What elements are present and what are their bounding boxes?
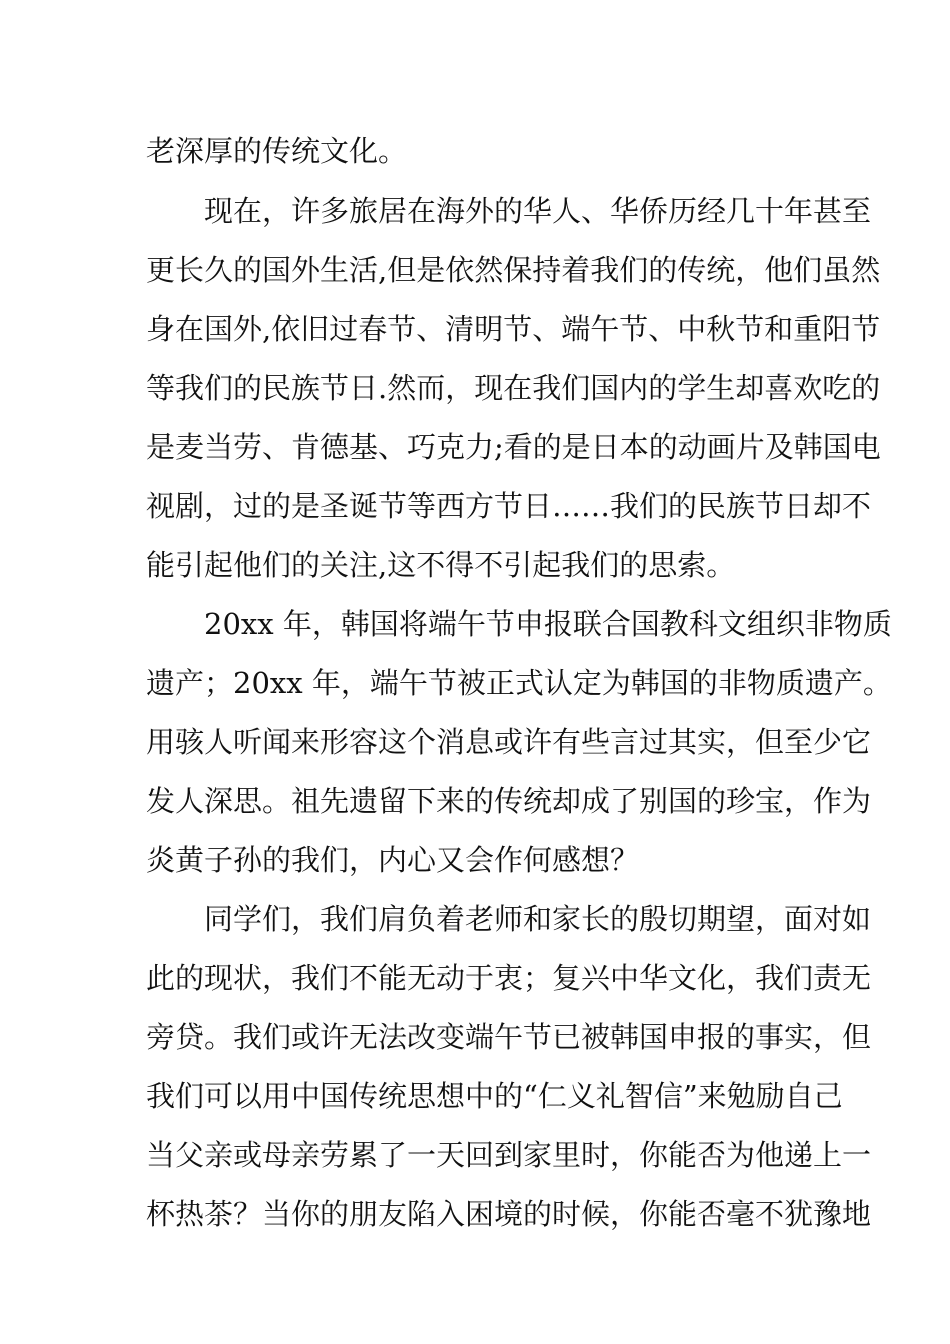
- text-line-12: 发人深思。祖先遗留下来的传统却成了别国的珍宝，作为: [146, 784, 872, 818]
- text-line-1: 老深厚的传统文化。: [146, 134, 408, 168]
- text-line-17: 我们可以用中国传统思想中的“仁义礼智信”来勉励自己: [146, 1079, 843, 1113]
- text-line-14: 同学们，我们肩负着老师和家长的殷切期望，面对如: [204, 902, 872, 936]
- text-line-11: 用骇人听闻来形容这个消息或许有些言过其实，但至少它: [146, 725, 872, 759]
- text-line-6: 是麦当劳、肯德基、巧克力;看的是日本的动画片及韩国电: [146, 430, 881, 464]
- text-line-7: 视剧，过的是圣诞节等西方节日……我们的民族节日却不: [146, 489, 872, 523]
- text-line-19: 杯热茶？当你的朋友陷入困境的时候，你能否毫不犹豫地: [146, 1197, 872, 1231]
- text-line-15: 此的现状，我们不能无动于衷；复兴中华文化，我们责无: [146, 961, 872, 995]
- text-line-10: 遗产；20xx 年，端午节被正式认定为韩国的非物质遗产。: [146, 666, 892, 700]
- text-line-4: 身在国外,依旧过春节、清明节、端午节、中秋节和重阳节: [146, 312, 881, 346]
- text-line-16: 旁贷。我们或许无法改变端午节已被韩国申报的事实，但: [146, 1020, 872, 1054]
- text-line-13: 炎黄子孙的我们，内心又会作何感想？: [146, 843, 640, 877]
- text-line-18: 当父亲或母亲劳累了一天回到家里时，你能否为他递上一: [146, 1138, 872, 1172]
- text-line-3: 更长久的国外生活,但是依然保持着我们的传统，他们虽然: [146, 253, 881, 287]
- text-line-2: 现在，许多旅居在海外的华人、华侨历经几十年甚至: [204, 194, 872, 228]
- text-line-8: 能引起他们的关注,这不得不引起我们的思索。: [146, 548, 736, 582]
- text-line-9: 20xx 年，韩国将端午节申报联合国教科文组织非物质: [204, 607, 892, 641]
- text-line-5: 等我们的民族节日.然而，现在我们国内的学生却喜欢吃的: [146, 371, 881, 405]
